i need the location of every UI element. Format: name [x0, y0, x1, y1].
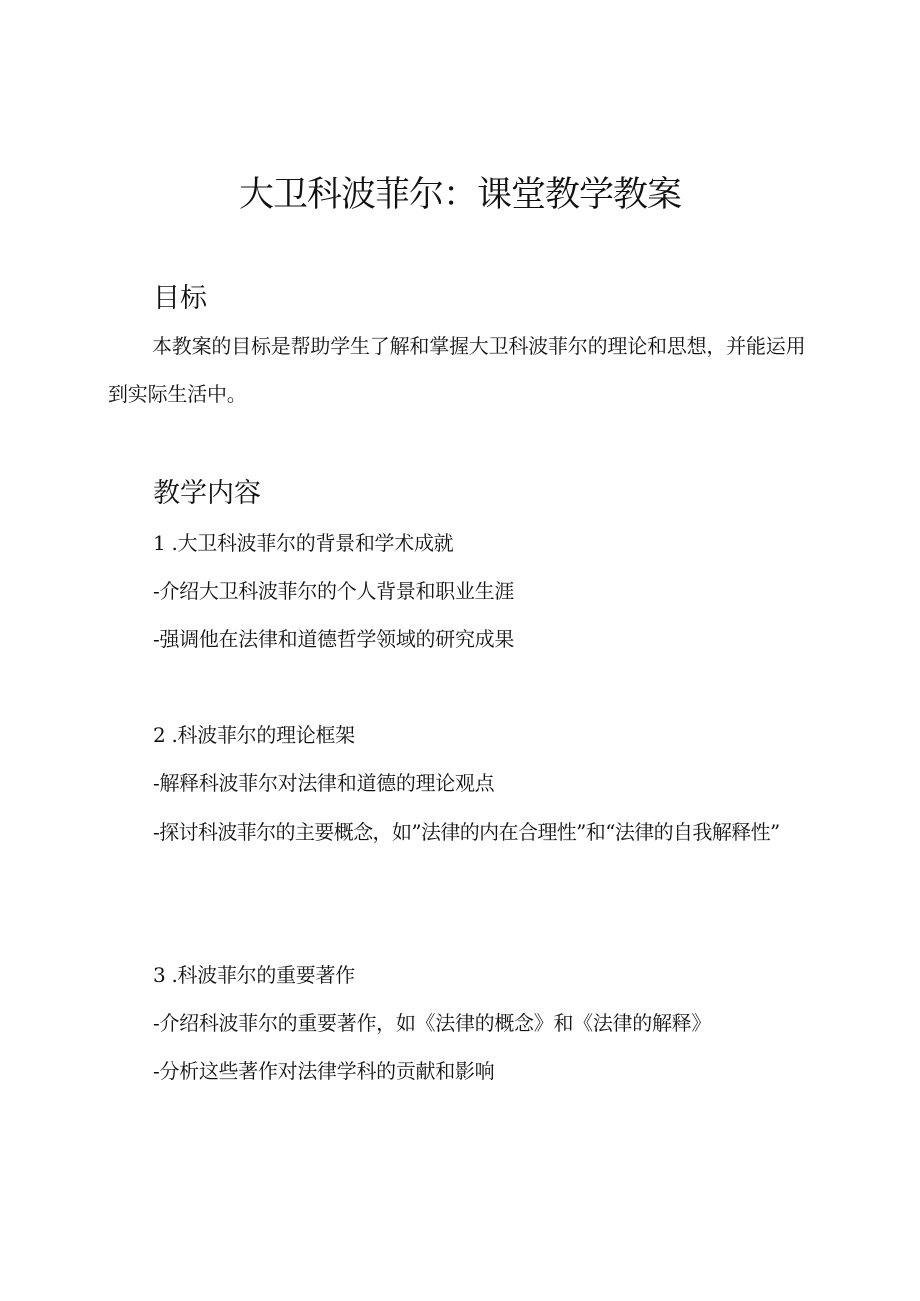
item-1-title: 1 .大卫科波菲尔的背景和学术成就 — [153, 531, 454, 555]
content-heading: 教学内容 — [153, 478, 261, 509]
item-1-point-1: -介绍大卫科波菲尔的个人背景和职业生涯 — [153, 579, 515, 603]
item-2-point-1: -解释科波菲尔对法律和道德的理论观点 — [153, 771, 495, 795]
item-1-point-2: -强调他在法律和道德哲学领域的研究成果 — [153, 627, 515, 651]
item-3-title: 3 .科波菲尔的重要著作 — [153, 963, 355, 987]
document-title: 大卫科波菲尔：课堂教学教案 — [238, 175, 681, 215]
goal-heading: 目标 — [153, 283, 207, 314]
item-2-title: 2 .科波菲尔的理论框架 — [153, 723, 355, 747]
goal-paragraph: 本教案的目标是帮助学生了解和掌握大卫科波菲尔的理论和思想，并能运用到实际生活中。 — [108, 334, 806, 406]
item-2-point-2: -探讨科波菲尔的主要概念，如”法律的内在合理性”和“法律的自我解释性” — [153, 820, 780, 844]
item-3-point-2: -分析这些著作对法律学科的贡献和影响 — [153, 1059, 495, 1083]
item-3-point-1: -介绍科波菲尔的重要著作，如《法律的概念》和《法律的解释》 — [153, 1011, 712, 1035]
